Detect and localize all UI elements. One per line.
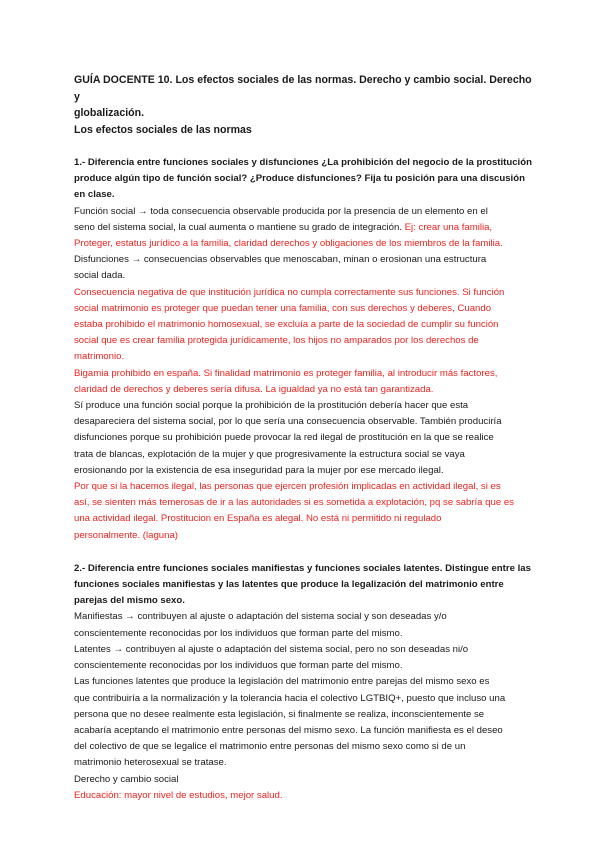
document-page <box>74 72 534 804</box>
disfunciones-line-1: Disfunciones → consecuencias observables que menoscaban, minan o erosionan una estructura <box>74 254 487 266</box>
disfunciones-line-2: social dada. <box>74 270 126 282</box>
red-note-2-line-1: Bigamia prohibido en españa. Si finalidad matrimonio es proteger familia, al introducir más factores, <box>74 367 498 379</box>
red-note-3-line-1: Por que si la hacemos ilegal, las personas que ejercen profesión implicadas en actividad ilegal, si es <box>74 481 501 493</box>
red-note-1-line-5: matrimonio. <box>74 351 125 363</box>
latentes-line-1: Latentes → contribuyen al ajuste o adaptación del sistema social, pero no son deseadas ni/o <box>74 643 469 655</box>
funcion-social-line-2 <box>74 220 534 236</box>
answer-1-line-5: erosionando por la existencia de esa inseguridad para la mujer por ese mercado ilegal. <box>74 464 444 476</box>
answer-1-line-3: disfunciones porque su prohibición puede provocar la red ilegal de prostitución en la que se realice <box>74 432 494 444</box>
manifiestas-line-2: conscientemente reconocidas por los individuos que forman parte del mismo. <box>74 627 403 639</box>
red-note-educacion: Educación: mayor nivel de estudios, mejor salud. <box>74 789 283 801</box>
q1-line-1: 1.- Diferencia entre funciones sociales y disfunciones ¿La prohibición del negocio de la prostitución <box>74 157 532 168</box>
doc-title-line-2: globalización. <box>74 107 145 119</box>
red-note-1-line-2: social matrimonio es proteger que puedan tener una familia, con sus derechos y deberes, Cuando <box>74 302 492 314</box>
spacer <box>74 544 534 561</box>
red-note-2-line-2: claridad de derechos y deberes sería difusa. La igualdad ya no está tan garantizada. <box>74 383 434 395</box>
q1-line-3: en clase. <box>74 189 115 201</box>
answer-1-line-4: trata de blancas, explotación de la mujer y que progresivamente la estructura social se vaya <box>74 448 465 460</box>
spacer <box>74 138 534 155</box>
answer-2-line-6: matrimonio heterosexual se tratase. <box>74 757 227 769</box>
q2-line-2: funciones sociales manifiestas y las latentes que produce la legalización del matrimonio entre <box>74 579 504 591</box>
funcion-social-line-1: Función social → toda consecuencia observable producida por la presencia de un elemento en el <box>74 205 488 217</box>
q2-line-3: parejas del mismo sexo. <box>74 595 185 607</box>
red-note-3-line-3: una actividad ilegal. Prostitucion en España es alegal. No está ni permitido ni regulado <box>74 513 442 525</box>
answer-2-line-5: del colectivo de que se legalice el matrimonio entre personas del mismo sexo como si de un <box>74 741 466 753</box>
red-note-1-line-4: social que es crear familia protegida jurídicamente, los hijos no amparados por los derechos de <box>74 335 479 347</box>
answer-1-line-1: Sí produce una función social porque la prohibición de la prostitución debería hacer que esta <box>74 400 469 412</box>
latentes-line-2: conscientemente reconocidas por los individuos que forman parte del mismo. <box>74 660 403 672</box>
doc-subtitle: Los efectos sociales de las normas <box>74 123 252 136</box>
answer-1-line-2: desapareciera del sistema social, por lo que sería una consecuencia observable. También produciría <box>74 416 502 428</box>
answer-2-line-1: Las funciones latentes que produce la legislación del matrimonio entre parejas del mismo sexo es <box>74 676 490 688</box>
q2-line-1: 2.- Diferencia entre funciones sociales manifiestas y funciones sociales latentes. Distingue entre las <box>74 562 531 574</box>
funcion-social-example: Ej: crear una familia, <box>404 221 493 233</box>
funcion-social-example-line-2: Proteger, estatus jurídico a la familia, claridad derechos y obligaciones de los miembros de la familia. <box>74 238 503 250</box>
answer-2-line-3: persona que no desee realmente esta legislación, si finalmente se realiza, inconscientemente se <box>74 708 485 720</box>
funcion-social-text: seno del sistema social, la cual aumenta o mantiene su grado de integración. <box>74 221 405 233</box>
red-note-1-line-3: estaba prohibido el matrimonio homosexual, se excluía a parte de la sociedad de cumplir su función <box>74 319 499 331</box>
red-note-3-line-2: así, se sienten más temerosas de ir a las autoridades si es sometida a explotación, pq se sabría que es <box>74 497 514 509</box>
subheading-derecho-cambio: Derecho y cambio social <box>74 773 179 785</box>
manifiestas-line-1: Manifiestas → contribuyen al ajuste o adaptación del sistema social y son deseadas y/o <box>74 611 447 623</box>
doc-title-line-1: GUÍA DOCENTE 10. Los efectos sociales de las normas. Derecho y cambio social. Derecho y <box>74 74 532 103</box>
red-note-1-line-1: Consecuencia negativa de que institución jurídica no cumpla correctamente sus funciones. Si función <box>74 286 505 298</box>
answer-2-line-4: acabaría aceptando el matrimonio entre personas del mismo sexo. La función manifiesta es el deseo <box>74 724 503 736</box>
q1-line-2: produce algún tipo de función social? ¿Produce disfunciones? Fija tu posición para una discusión <box>74 173 525 185</box>
red-note-3-line-4: personalmente. (laguna) <box>74 529 178 541</box>
answer-2-line-2: que contribuiría a la normalización y la tolerancia hacia el colectivo LGTBIQ+, puesto que incluso una <box>74 692 506 704</box>
